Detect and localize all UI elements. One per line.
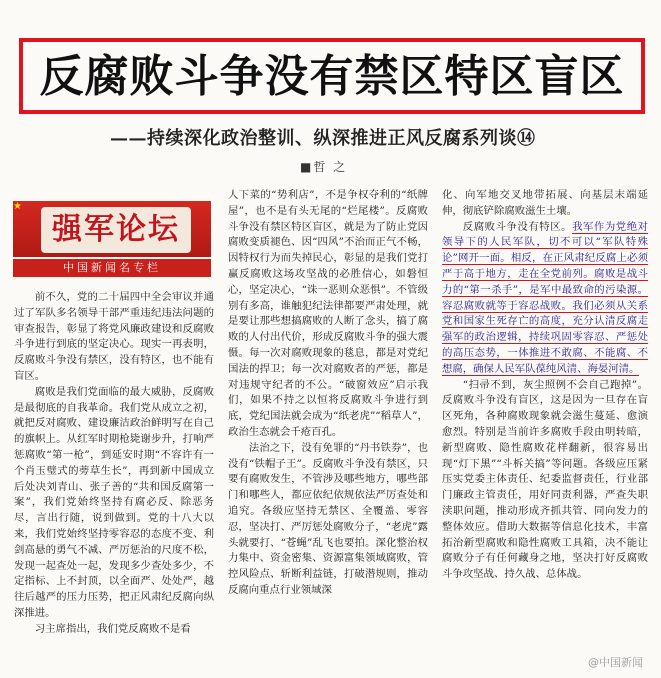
column-banner [13,201,211,277]
banner-subtitle: 中国新闻名专栏 [13,259,211,277]
paragraph: 法治之下，没有免罪的“丹书铁券”，也没有“铁帽子王”。反腐败斗争没有禁区，只要有腐败发生，不管涉及哪些地方，哪些部门和哪些人，都应依纪依规依法严厉查处和追究。各级应坚持无禁区、全覆盖、零容忍，坚决打、严厉惩处腐败分子，“老虎”露头就要打、“苍蝇”乱飞也要拍。深化整治权力集中、资金密集、资源富集领域腐败，管控风险点、斩断利益链，打破潜规则，推动反腐向重点行业领域深 [228,441,428,596]
article-column-3 [442,188,648,583]
article-column-2 [228,188,428,599]
paragraph: 化、向军地交叉地带拓展、向基层末端延伸，彻底铲除腐败滋生土壤。 [442,189,648,217]
underlined-passage: 我军作为党绝对领导下的人民军队，切不可以“军队特殊论”网开一面。相反，在正风肃纪反腐上必须严于高于地方，走在全党前列。腐败是战斗力的“第一杀手”，是军中最致命的污染源。容忍腐败就等于容忍战败。我们必须从关系党和国家生死存亡的高度，充分认清反腐走强军的政治逻辑，持续巩固零容忍、严惩处的高压态势，一体推进不敢腐、不能腐、不想腐，确保人民军队葆纯风清、海晏河清。 [442,220,649,375]
paragraph: 习主席指出，我们党反腐败不是看 [34,622,191,635]
paragraph: 腐败是我们党面临的最大威胁，反腐败是最彻底的自我革命。我们党从成立之初，就把反对腐败、建设廉洁政治鲜明写在自己的旗帜上。从红军时期枪毙谢步升，打响严惩腐败“第一枪”，到延安时期“不容许有一个肖玉璧式的蒡草生长”，再到新中国成立后处决刘青山、张子善的“共和国反腐第一案”，我们党始终坚持有腐必反、除恶务尽，言出行随，说到做到。党的十八大以来，我们党始终坚持零容忍的态度不变、利剑高悬的勇气不减、严厉惩治的尺度不松，发现一起查处一起，发现多少查处多少，不定指标、上不封顶，以全面严、处处严，越往后越严的压力压势，把正风肃纪反腐向纵深推进。 [14,385,214,619]
article-column-1 [14,290,214,638]
banner-title: 强军论坛 [41,207,191,253]
paragraph [442,220,648,378]
headline: 反腐败斗争没有禁区特区盲区 [39,51,625,102]
headline-frame [19,38,645,114]
watermark: @中国新闻 [588,656,643,669]
paragraph: 前不久，党的二十届四中全会审议并通过了军队多名领导干部严重违纪违法问题的审查报告，彰显了将党风廉政建设和反腐败斗争进行到底的坚定决心。现实一再表明，反腐败斗争没有禁区，没有特区，也不能有盲区。 [14,291,214,382]
star-icon: ★ [13,201,22,212]
paragraph: “扫帚不到，灰尘照例不会自己跑掉”。反腐败斗争没有盲区，这是因为一旦存在盲区死角，各种腐败现象就会滋生蔓延、愈演愈烈。特别是当前许多腐败手段由明转暗，新型腐败、隐性腐败花样翻新，很容易出现“灯下黑”“斗柝关搞”等问题。各级应压紧压实党委主体责任、纪委监督责任，行业部门廉政主管责任，用好同责利器，严查失职渎职问题，推动形成齐抓共管、同向发力的整体效应。借助大数据等信息化技术，丰富拓治新型腐败和隐性腐败工具箱，决不能让腐败分子有任何藏身之地，坚决打好反腐败斗争攻坚战、持久战、总体战。 [442,378,648,581]
author-byline: ■哲 之 [300,160,348,174]
paragraph: 人下菜的“势利店”，不是争权夺利的“纸牌屋”，也不是有头无尾的“烂尾楼”。反腐败斗争没有禁区特区盲区，就是为了防止党因腐败变质褪色、因“四风”不治而正气不畅，因特权行为而失掉民心，彰显的是我们党打赢反腐败这场攻坚战的必胜信心，如磐恒心，坚定决心，“诛一恶则众恶惧”。不管级别有多高，谁触犯纪法律都要严肃处理，就是要让那些想搞腐败的人断了念头，搞了腐败的人付出代价，形成反腐败斗争的强大震慑。每一次对腐败现象的毯息，都是对党纪国法的捍卫；每一次对腐败者的严惩，都是对违规守纪者的不公。“破窗效应”启示我们，如果不持之以恒将反腐败斗争进行到底，党纪国法就会成为“纸老虎”“稻草人”，政治生态就会千疮百孔。 [228,189,428,438]
banner-red-panel [13,201,211,257]
paragraph-lead: 反腐败斗争没有特区。 [462,220,573,233]
subtitle: ——持续深化政治整训、纵深推进正风反腐系列谈⑭ [110,128,536,149]
